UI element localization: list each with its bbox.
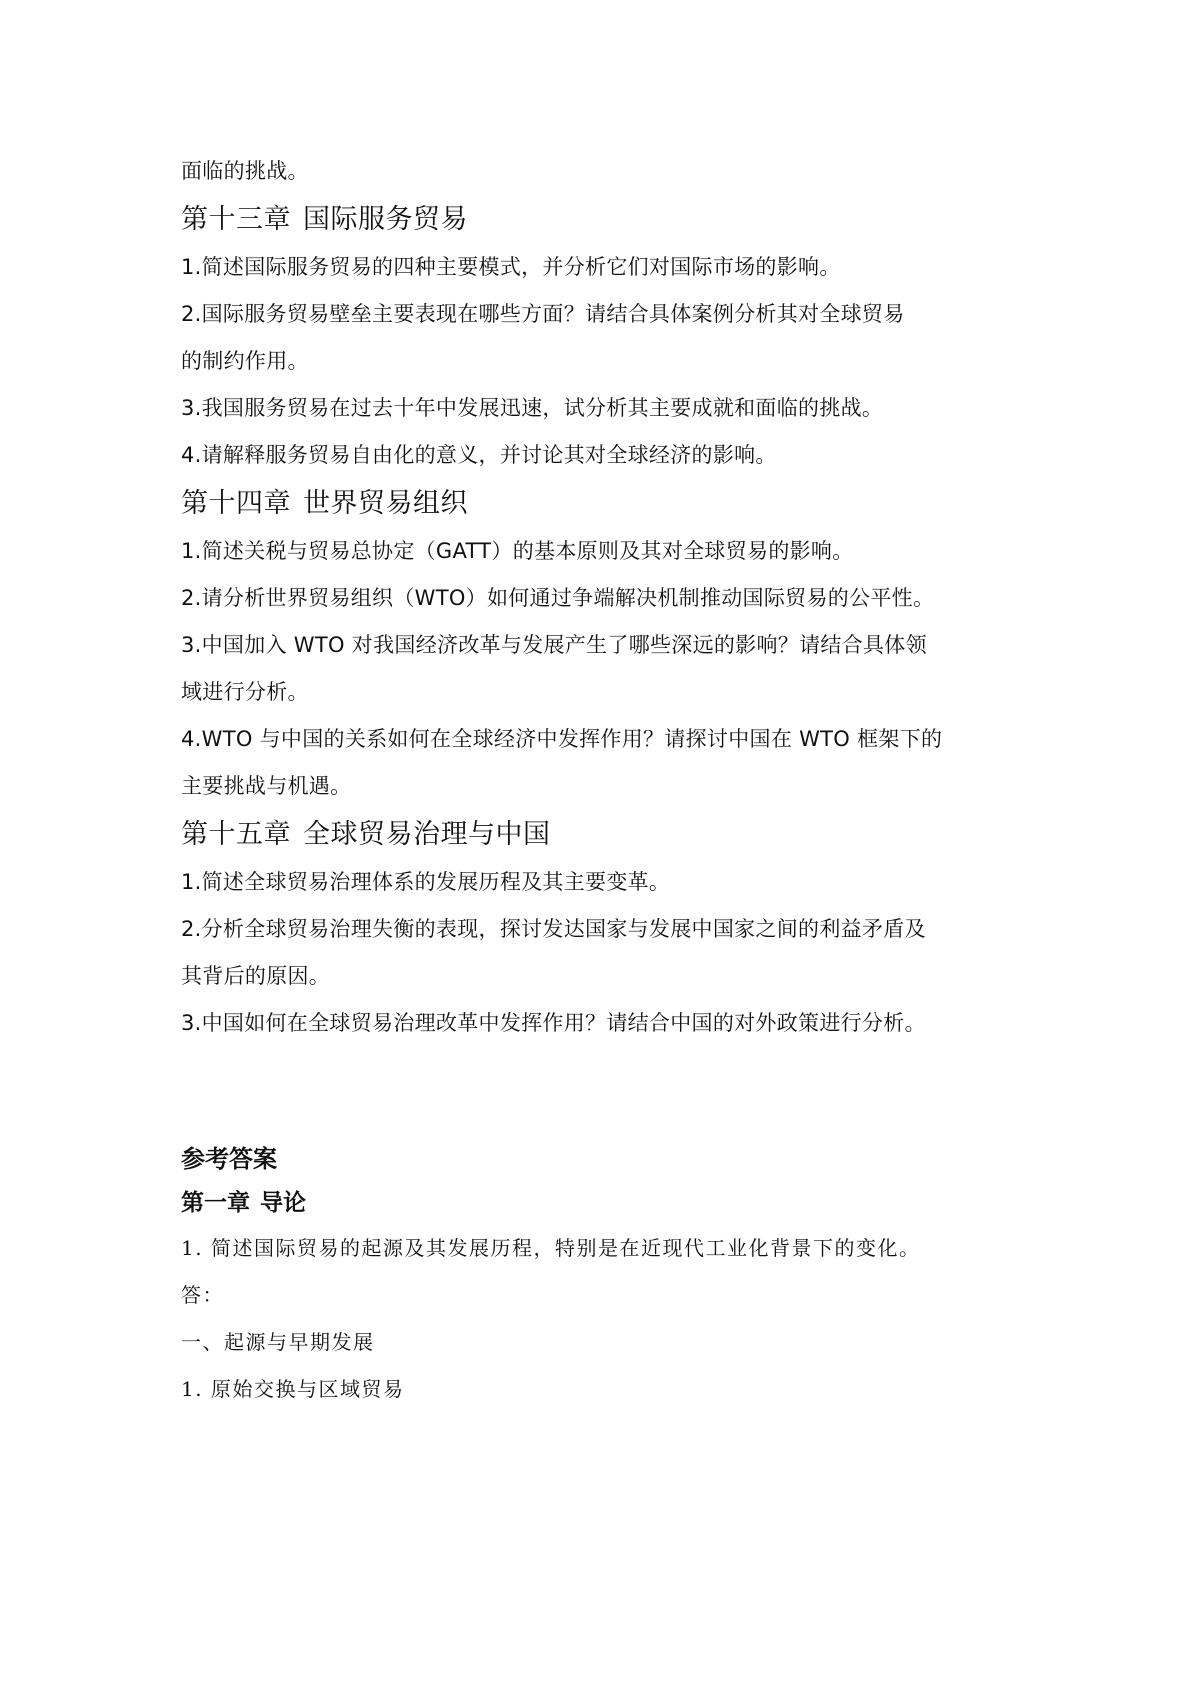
paragraph-line: 面临的挑战。 [181, 159, 309, 183]
chapter-number: 第十三章 [181, 204, 291, 235]
chapter-heading [181, 205, 1021, 235]
question-line: 1.简述全球贸易治理体系的发展历程及其主要变革。 [181, 870, 671, 894]
answer-chapter-title: 导论 [260, 1190, 306, 1216]
question-line: 4.请解释服务贸易自由化的意义，并讨论其对全球经济的影响。 [181, 443, 777, 467]
chapter-heading [181, 489, 1021, 519]
question-line: 3.中国如何在全球贸易治理改革中发挥作用？请结合中国的对外政策进行分析。 [181, 1011, 926, 1035]
question-line: 的制约作用。 [181, 349, 309, 373]
chapter-number: 第十五章 [181, 819, 291, 850]
answer-label: 答： [181, 1283, 224, 1307]
question-line: 3.中国加入 WTO 对我国经济改革与发展产生了哪些深远的影响？请结合具体领 [181, 633, 927, 657]
question-line: 3.我国服务贸易在过去十年中发展迅速，试分析其主要成就和面临的挑战。 [181, 396, 884, 420]
answer-subsection-heading: 1. 原始交换与区域贸易 [181, 1377, 405, 1401]
answer-chapter-number: 第一章 [181, 1190, 250, 1216]
chapter-heading [181, 820, 1021, 850]
question-line: 1.简述国际服务贸易的四种主要模式，并分析它们对国际市场的影响。 [181, 255, 841, 279]
answer-section-heading: 一、起源与早期发展 [181, 1330, 375, 1354]
question-line: 4.WTO 与中国的关系如何在全球经济中发挥作用？请探讨中国在 WTO 框架下的 [181, 727, 943, 751]
chapter-number: 第十四章 [181, 488, 291, 519]
section-spacer [181, 1047, 1021, 1137]
answers-heading: 参考答案 [181, 1145, 277, 1173]
chapter-title: 全球贸易治理与中国 [303, 819, 551, 850]
question-line: 2.国际服务贸易壁垒主要表现在哪些方面？请结合具体案例分析其对全球贸易 [181, 302, 905, 326]
question-line: 2.分析全球贸易治理失衡的表现，探讨发达国家与发展中国家之间的利益矛盾及 [181, 917, 926, 941]
question-line: 其背后的原因。 [181, 964, 331, 988]
chapter-title: 国际服务贸易 [303, 204, 468, 235]
document-content [181, 148, 1021, 1413]
question-line: 主要挑战与机遇。 [181, 774, 352, 798]
chapter-title: 世界贸易组织 [303, 488, 468, 519]
question-line: 2.请分析世界贸易组织（WTO）如何通过争端解决机制推动国际贸易的公平性。 [181, 586, 935, 610]
question-line: 1.简述关税与贸易总协定（GATT）的基本原则及其对全球贸易的影响。 [181, 539, 854, 563]
answer-question: 1. 简述国际贸易的起源及其发展历程，特别是在近现代工业化背景下的变化。 [181, 1236, 921, 1260]
answer-chapter-heading [181, 1181, 1021, 1225]
question-line: 域进行分析。 [181, 680, 309, 704]
